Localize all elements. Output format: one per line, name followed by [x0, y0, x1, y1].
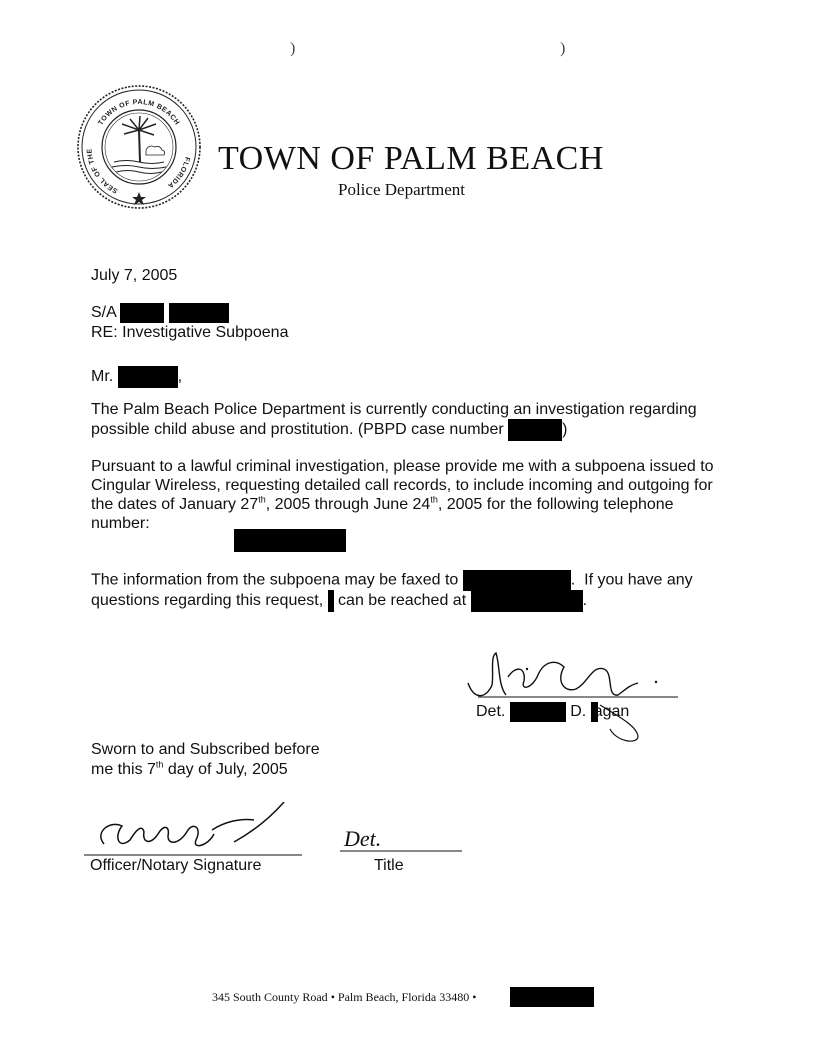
p2-sup-1: th — [258, 494, 266, 505]
officer-notary-label: Officer/Notary Signature — [90, 857, 262, 874]
p3-request-text: questions regarding this request, — [91, 592, 324, 610]
paragraph-2-line-4: number: — [91, 515, 150, 532]
seal-text-left: SEAL OF THE — [86, 148, 120, 195]
p1-close-paren: ) — [562, 421, 568, 439]
paragraph-2-line-3 — [91, 495, 674, 514]
p2-dates-c: , 2005 for the following telephone — [437, 496, 674, 513]
sworn-line-2 — [91, 760, 288, 779]
detective-signature — [460, 645, 685, 745]
redaction-case-number — [508, 419, 562, 441]
footer-address — [212, 990, 476, 1005]
p3-reached-text: can be reached at — [338, 592, 467, 610]
sworn-date-b: day of July, 2005 — [163, 761, 288, 778]
scan-mark-right: ) — [560, 40, 566, 57]
p2-dates-a: the dates of January 27 — [91, 496, 259, 513]
salutation — [91, 366, 182, 388]
recipient-prefix: S/A — [91, 304, 116, 322]
scan-mark-left: ) — [290, 40, 296, 57]
p3-fax-text: The information from the subpoena may be faxed to — [91, 571, 459, 589]
redaction-contact-number — [471, 590, 583, 612]
title-handwritten: Det. — [344, 826, 382, 851]
officer-signature — [84, 802, 314, 864]
sworn-sup: th — [155, 759, 164, 770]
salutation-comma: , — [177, 368, 183, 386]
town-seal — [74, 82, 204, 212]
re-line: RE: Investigative Subpoena — [91, 324, 289, 341]
paragraph-2-line-1: Pursuant to a lawful criminal investigation, please provide me with a subpoena issued to — [91, 458, 714, 475]
detective-name-line — [476, 702, 629, 722]
redaction-phone-number — [234, 529, 346, 552]
p2-dates-b: , 2005 through June 24 — [265, 496, 431, 513]
p3-period-2: . — [582, 592, 588, 610]
letter-date: July 7, 2005 — [91, 267, 178, 284]
letterhead-subtitle: Police Department — [338, 180, 465, 199]
letterhead-title: TOWN OF PALM BEACH — [218, 140, 604, 177]
seal-text-top: TOWN OF PALM BEACH — [97, 98, 181, 127]
sworn-date-a: me this 7 — [91, 761, 156, 778]
paragraph-1-line-1: The Palm Beach Police Department is currently conducting an investigation regarding — [91, 401, 697, 418]
redaction-detective-first — [510, 702, 566, 722]
title-label: Title — [374, 857, 404, 874]
salutation-prefix: Mr. — [91, 368, 114, 386]
recipient-line — [91, 303, 229, 323]
paragraph-3-line-1 — [91, 570, 693, 591]
redaction-fax-number — [463, 570, 571, 591]
footer-bullet-2: • — [472, 990, 477, 1004]
p3-period-1: . — [570, 571, 576, 589]
paragraph-3-line-2 — [91, 590, 587, 612]
sworn-line-1: Sworn to and Subscribed before — [91, 741, 320, 758]
detective-initial: D. — [570, 703, 587, 721]
p2-sup-2: th — [430, 494, 438, 505]
footer-bullet-1: • — [330, 990, 335, 1004]
redaction-recipient-last — [169, 303, 229, 323]
redaction-footer-phone — [510, 987, 594, 1007]
redaction-salutation-name — [118, 366, 178, 388]
redaction-pronoun — [328, 590, 334, 612]
p3-questions-text: If you have any — [584, 571, 693, 589]
p1-case-text: possible child abuse and prostitution. (PBPD case number — [91, 421, 504, 439]
seal-text-right: FLORIDA — [165, 156, 191, 190]
paragraph-2-line-2: Cingular Wireless, requesting detailed call records, to include incoming and outgoing for — [91, 477, 713, 494]
paragraph-1-line-2 — [91, 419, 567, 441]
footer-street: 345 South County Road — [212, 990, 328, 1004]
footer-city: Palm Beach, Florida 33480 — [337, 990, 470, 1004]
redaction-recipient-first — [120, 303, 164, 323]
detective-name-suffix: agan — [593, 703, 630, 721]
detective-title: Det. — [476, 703, 506, 721]
